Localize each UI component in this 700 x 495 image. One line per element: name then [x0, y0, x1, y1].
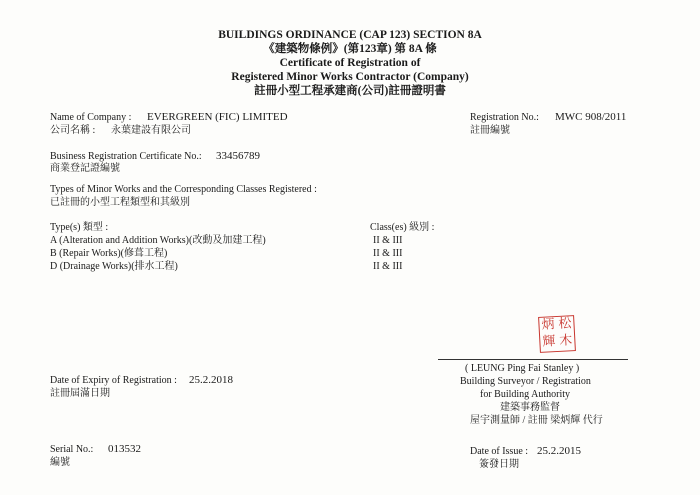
- signatory-name: ( LEUNG Ping Fai Stanley ): [465, 363, 580, 374]
- company-name-zh: 永葉建設有限公司: [111, 125, 191, 136]
- issue-label-zh: 簽發日期: [479, 459, 519, 470]
- issue-date: 25.2.2015: [537, 445, 581, 457]
- issue-label: Date of Issue :: [470, 446, 529, 457]
- company-label: Name of Company :: [50, 112, 132, 123]
- class-column-header: Class(es) 級別 :: [370, 222, 435, 233]
- business-reg-number: 33456789: [216, 150, 260, 162]
- stamp-char: 輝: [542, 334, 556, 350]
- works-row-class: II & III: [373, 235, 403, 246]
- types-heading-zh: 已註冊的小型工程類型和其級別: [50, 197, 190, 208]
- works-row-class: II & III: [373, 248, 403, 259]
- signatory-title-zh: 建築事務監督: [500, 402, 560, 413]
- signature-line: [438, 359, 628, 360]
- expiry-date: 25.2.2018: [189, 374, 233, 386]
- registration-label: Registration No.:: [470, 112, 539, 123]
- works-row-type: A (Alteration and Addition Works)(改動及加建工程): [50, 235, 266, 246]
- registration-label-zh: 註冊編號: [470, 125, 510, 136]
- signatory-title: Building Surveyor / Registration: [460, 376, 591, 387]
- works-row-class: II & III: [373, 261, 403, 272]
- registration-number: MWC 908/2011: [555, 111, 627, 123]
- stamp-char: 炳: [541, 317, 555, 333]
- serial-label: Serial No.:: [50, 444, 94, 455]
- certificate-subtitle: Registered Minor Works Contractor (Company): [231, 71, 469, 83]
- expiry-label-zh: 註冊屆滿日期: [50, 388, 110, 399]
- business-reg-label: Business Registration Certificate No.:: [50, 151, 202, 162]
- company-label-zh: 公司名稱 :: [50, 125, 96, 136]
- ordinance-title-zh: 《建築物條例》(第123章) 第 8A 條: [263, 43, 437, 55]
- types-heading: Types of Minor Works and the Corresponding Classes Registered :: [50, 184, 317, 195]
- signatory-title-zh-2: 屋宇測量師 / 註冊 梁炳輝 代行: [470, 415, 603, 426]
- expiry-label: Date of Expiry of Registration :: [50, 375, 177, 386]
- signatory-title-2: for Building Authority: [480, 389, 570, 400]
- serial-number: 013532: [108, 443, 141, 455]
- business-reg-label-zh: 商業登記證編號: [50, 163, 120, 174]
- type-column-header: Type(s) 類型 :: [50, 222, 109, 233]
- certificate-title-zh: 註冊小型工程承建商(公司)註冊證明書: [254, 85, 446, 97]
- ordinance-title: BUILDINGS ORDINANCE (CAP 123) SECTION 8A: [218, 29, 482, 41]
- certificate-title: Certificate of Registration of: [279, 57, 421, 69]
- serial-label-zh: 編號: [50, 457, 70, 468]
- works-row-type: B (Repair Works)(修葺工程): [50, 248, 168, 259]
- official-seal-stamp: [538, 315, 576, 353]
- stamp-char: 松: [558, 316, 572, 332]
- stamp-char: 木: [558, 333, 573, 349]
- company-name: EVERGREEN (FIC) LIMITED: [147, 111, 288, 123]
- works-row-type: D (Drainage Works)(排水工程): [50, 261, 178, 272]
